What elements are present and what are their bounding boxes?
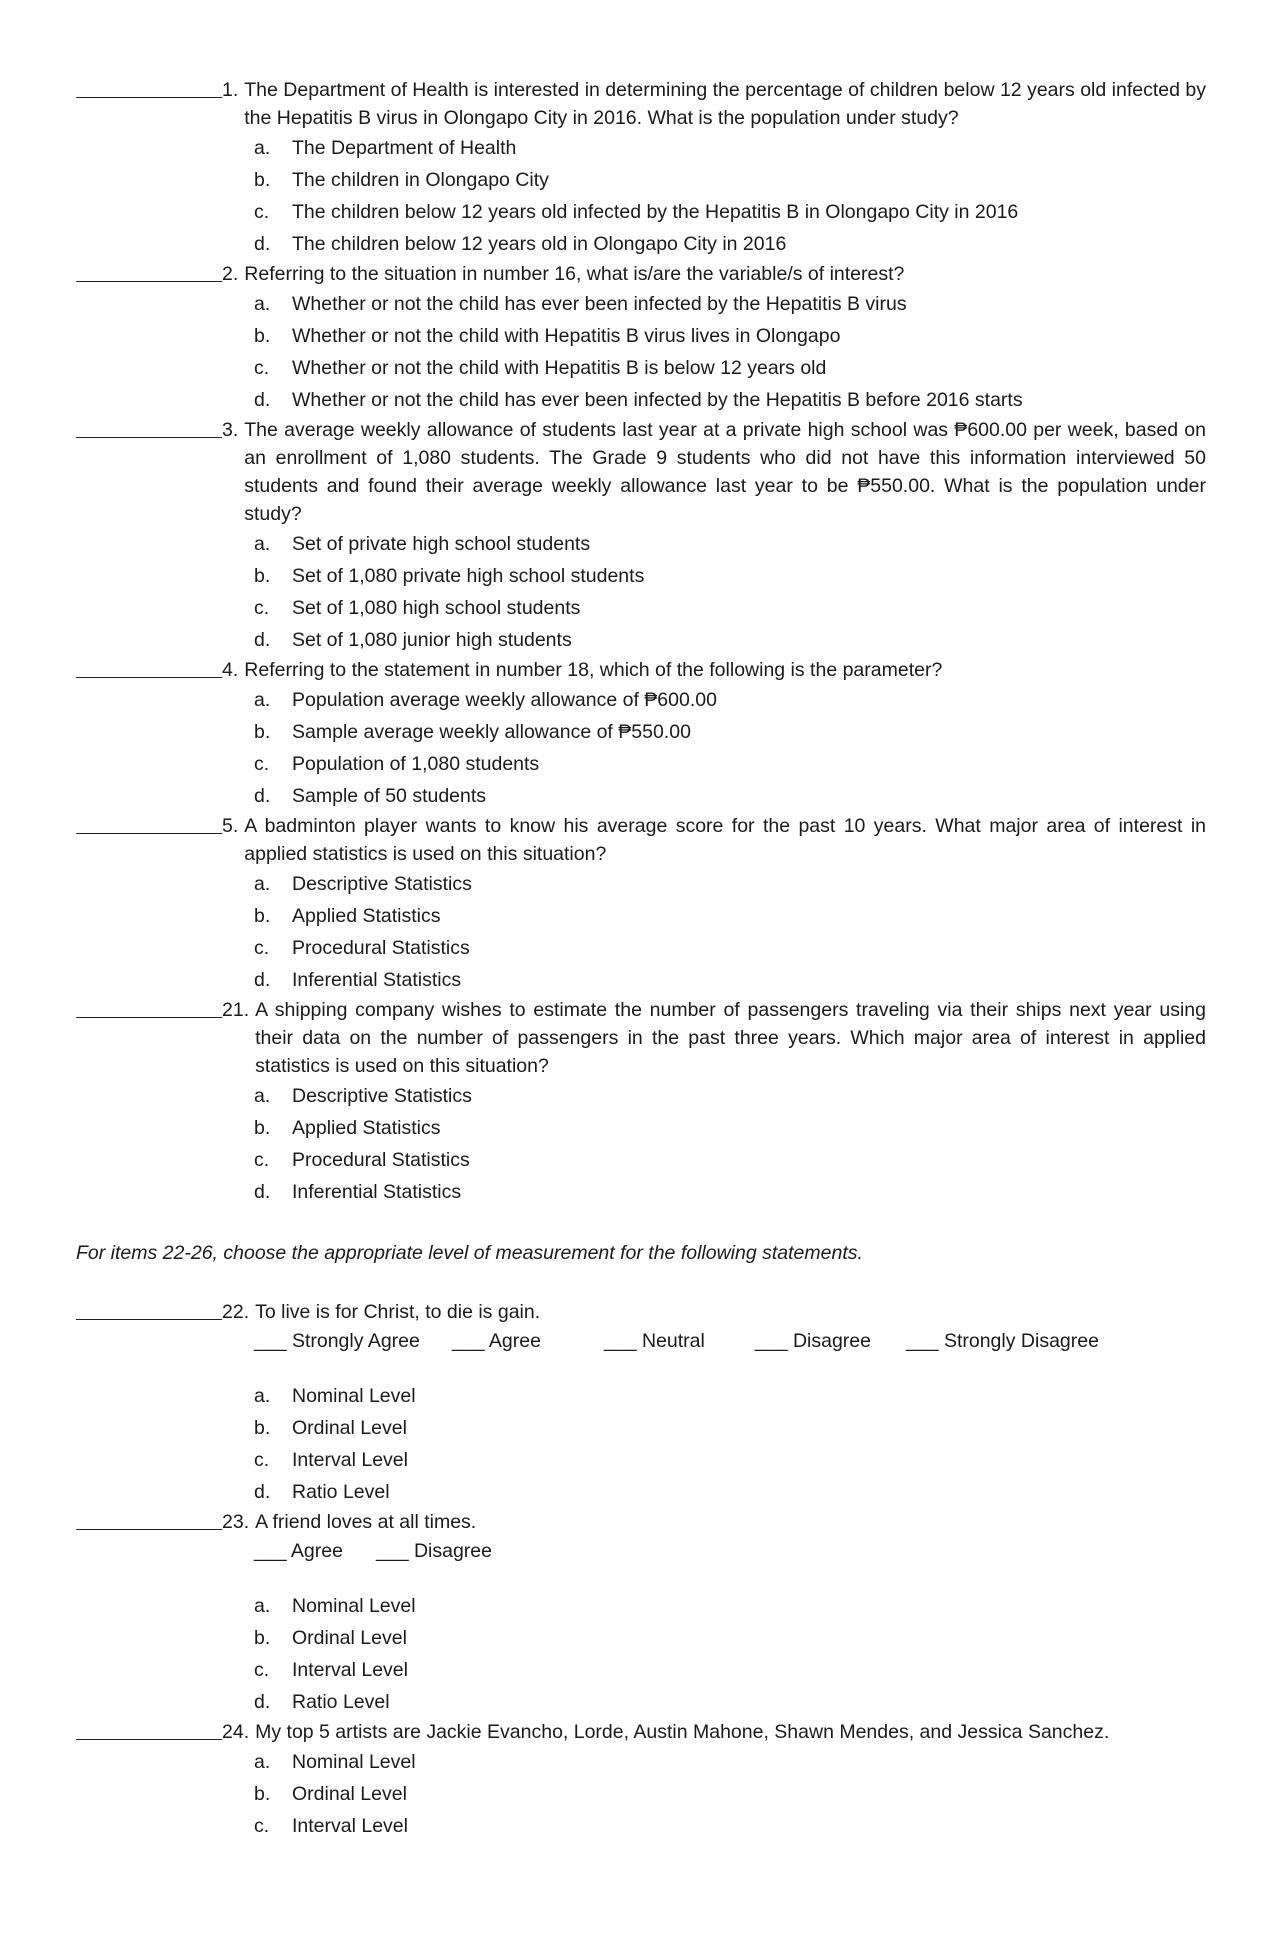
option-d[interactable]: d. Inferential Statistics (254, 1181, 462, 1203)
option-a[interactable]: a. Nominal Level (254, 1595, 416, 1617)
option-b[interactable]: b. Set of 1,080 private high school students (254, 565, 645, 587)
option-c[interactable]: c. Interval Level (254, 1815, 408, 1837)
question-number: 23. (222, 1511, 250, 1533)
question-stem: Referring to the statement in number 18, which of the following is the parameter? (244, 659, 943, 681)
option-b[interactable]: b. The children in Olongapo City (254, 169, 549, 191)
question-stem: My top 5 artists are Jackie Evancho, Lorde, Austin Mahone, Shawn Mendes, and Jessica Sanchez. (255, 1721, 1110, 1743)
question-22 (76, 1298, 1206, 1508)
scale-neutral[interactable]: ___ Neutral (604, 1330, 705, 1352)
question-stem: A badminton player wants to know his average score for the past 10 years. What major area of interest in applied statistics is used on this situation? (244, 815, 1206, 865)
question-2 (76, 260, 1206, 416)
option-c[interactable]: c. Whether or not the child with Hepatitis B is below 12 years old (254, 357, 827, 379)
question-1 (76, 76, 1206, 260)
option-d[interactable]: d. The children below 12 years old in Olongapo City in 2016 (254, 233, 787, 255)
option-c[interactable]: c. Set of 1,080 high school students (254, 597, 581, 619)
question-number: 1. (222, 79, 239, 101)
option-d[interactable]: d. Inferential Statistics (254, 969, 462, 991)
option-d[interactable]: d. Sample of 50 students (254, 785, 487, 807)
question-stem: To live is for Christ, to die is gain. (255, 1301, 541, 1323)
answer-blank[interactable] (76, 812, 222, 834)
option-a[interactable]: a. Nominal Level (254, 1751, 416, 1773)
option-list (76, 684, 1206, 812)
section-instruction: For items 22-26, choose the appropriate level of measurement for the following statements. (76, 1242, 863, 1264)
option-b[interactable]: b. Applied Statistics (254, 905, 441, 927)
question-stem: A shipping company wishes to estimate the number of passengers traveling via their ships next year using their data on the number of passengers in the past three years. Which major area of interest in applied statistics is used on this situation? (255, 999, 1206, 1077)
answer-blank[interactable] (76, 260, 222, 282)
question-23 (76, 1508, 1206, 1718)
option-b[interactable]: b. Ordinal Level (254, 1627, 407, 1649)
option-list (76, 1590, 1206, 1718)
answer-blank[interactable] (76, 1718, 222, 1740)
option-a[interactable]: a. The Department of Health (254, 137, 517, 159)
option-c[interactable]: c. The children below 12 years old infected by the Hepatitis B in Olongapo City in 2016 (254, 201, 1019, 223)
option-b[interactable]: b. Ordinal Level (254, 1417, 407, 1439)
worksheet-page (76, 76, 1206, 1842)
option-d[interactable]: d. Whether or not the child has ever been infected by the Hepatitis B before 2016 starts (254, 389, 1023, 411)
question-21 (76, 996, 1206, 1208)
scale-strongly-agree[interactable]: ___ Strongly Agree (254, 1330, 420, 1352)
question-stem: Referring to the situation in number 16, what is/are the variable/s of interest? (244, 263, 905, 285)
question-number: 24. (222, 1721, 250, 1743)
question-5 (76, 812, 1206, 996)
option-c[interactable]: c. Population of 1,080 students (254, 753, 540, 775)
option-a[interactable]: a. Descriptive Statistics (254, 873, 472, 895)
question-number: 2. (222, 263, 239, 285)
question-number: 22. (222, 1301, 250, 1323)
option-a[interactable]: a. Nominal Level (254, 1385, 416, 1407)
likert-scale (76, 1326, 1206, 1356)
question-number: 4. (222, 659, 239, 681)
option-d[interactable]: d. Ratio Level (254, 1691, 390, 1713)
scale-agree[interactable]: ___ Agree (452, 1330, 541, 1352)
option-b[interactable]: b. Applied Statistics (254, 1117, 441, 1139)
answer-blank[interactable] (76, 416, 222, 438)
option-a[interactable]: a. Set of private high school students (254, 533, 591, 555)
question-stem: The Department of Health is interested in determining the percentage of children below 12 years old infected by the Hepatitis B virus in Olongapo City in 2016. What is the population under study? (244, 79, 1206, 129)
option-c[interactable]: c. Interval Level (254, 1449, 408, 1471)
option-a[interactable]: a. Population average weekly allowance of ₱600.00 (254, 689, 717, 711)
option-list (76, 868, 1206, 996)
question-number: 5. (222, 815, 239, 837)
question-number: 21. (222, 999, 250, 1021)
option-c[interactable]: c. Procedural Statistics (254, 1149, 470, 1171)
option-d[interactable]: d. Ratio Level (254, 1481, 390, 1503)
option-c[interactable]: c. Interval Level (254, 1659, 408, 1681)
option-a[interactable]: a. Descriptive Statistics (254, 1085, 472, 1107)
question-stem: The average weekly allowance of students last year at a private high school was ₱600.00 per week, based on an enrollment of 1,080 students. The Grade 9 students who did not have this information interviewed 50 students and found their average weekly allowance last year to be ₱550.00. What is the population under study? (244, 419, 1206, 525)
answer-blank[interactable] (76, 1508, 222, 1530)
option-list (76, 1080, 1206, 1208)
question-number: 3. (222, 419, 239, 441)
option-b[interactable]: b. Ordinal Level (254, 1783, 407, 1805)
option-list (76, 528, 1206, 656)
scale-disagree[interactable]: ___ Disagree (755, 1330, 871, 1352)
option-c[interactable]: c. Procedural Statistics (254, 937, 470, 959)
option-b[interactable]: b. Sample average weekly allowance of ₱550.00 (254, 721, 691, 743)
answer-blank[interactable] (76, 76, 222, 98)
option-list (76, 132, 1206, 260)
likert-scale (76, 1536, 1206, 1566)
scale-disagree[interactable]: ___ Disagree (376, 1540, 492, 1562)
scale-agree[interactable]: ___ Agree (254, 1540, 343, 1562)
answer-blank[interactable] (76, 656, 222, 678)
scale-strongly-disagree[interactable]: ___ Strongly Disagree (906, 1330, 1099, 1352)
option-list (76, 1380, 1206, 1508)
option-list (76, 288, 1206, 416)
question-3 (76, 416, 1206, 656)
answer-blank[interactable] (76, 1298, 222, 1320)
answer-blank[interactable] (76, 996, 222, 1018)
option-a[interactable]: a. Whether or not the child has ever been infected by the Hepatitis B virus (254, 293, 907, 315)
question-24 (76, 1718, 1206, 1842)
question-4 (76, 656, 1206, 812)
question-stem: A friend loves at all times. (255, 1511, 477, 1533)
option-list (76, 1746, 1206, 1842)
option-b[interactable]: b. Whether or not the child with Hepatitis B virus lives in Olongapo (254, 325, 841, 347)
option-d[interactable]: d. Set of 1,080 junior high students (254, 629, 572, 651)
